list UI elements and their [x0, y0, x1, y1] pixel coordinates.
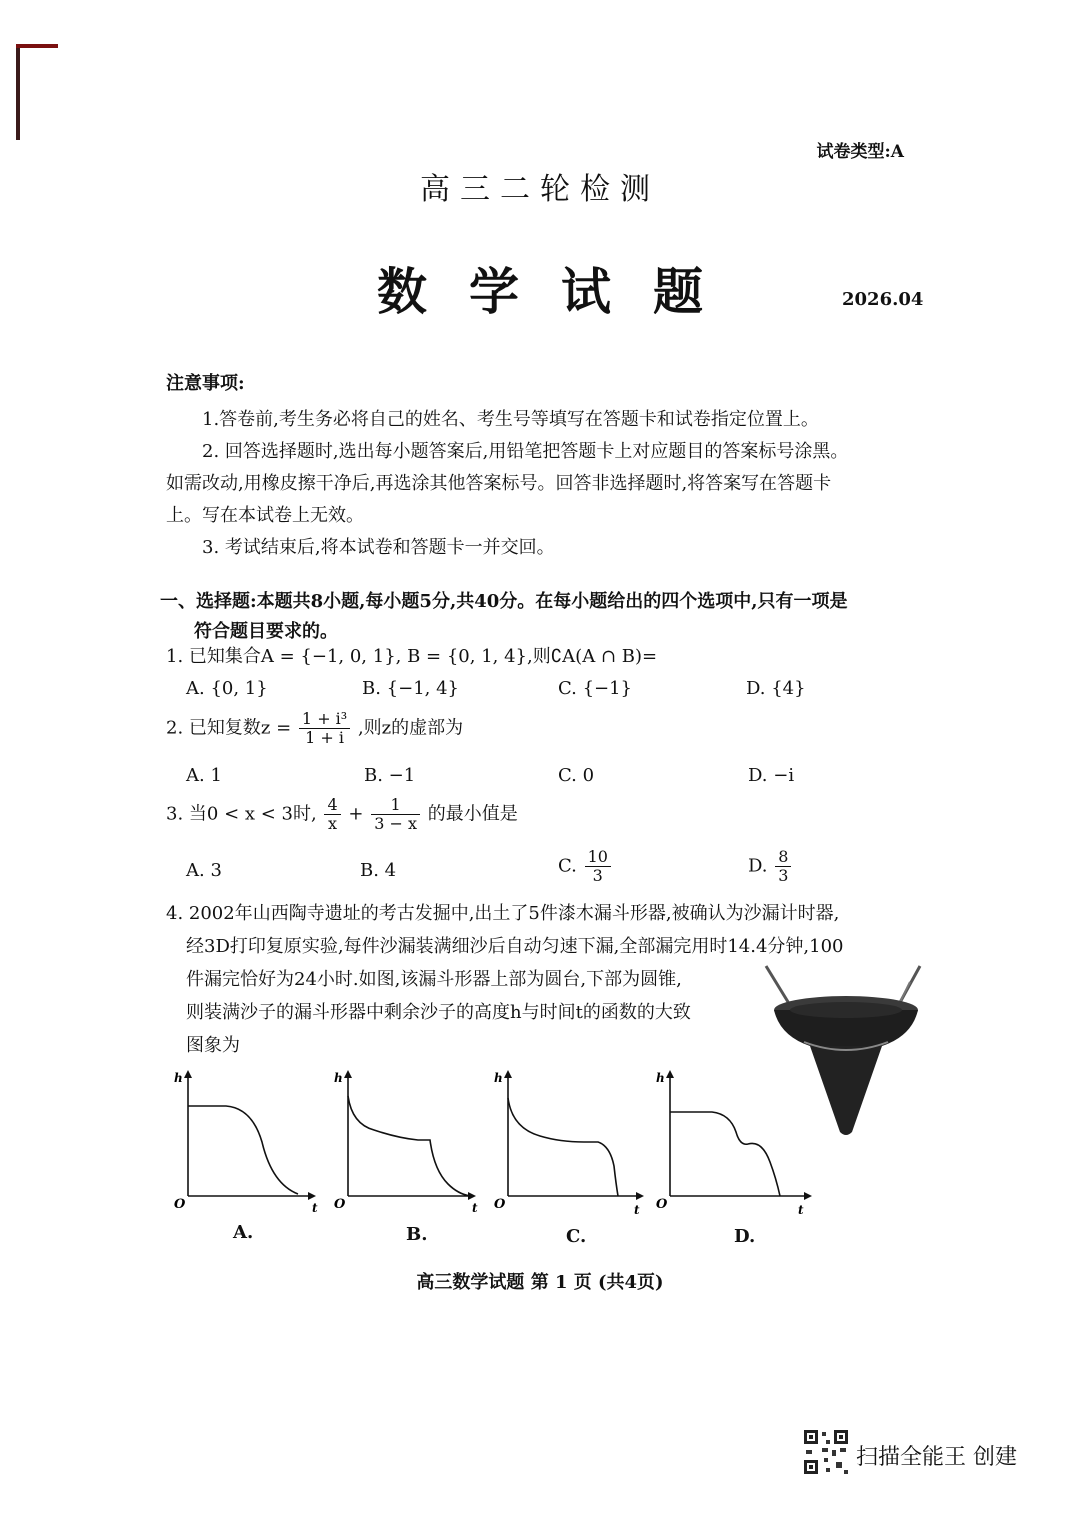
- question-3-stem: [166, 796, 518, 833]
- scanner-brand: 扫描全能王 创建: [856, 1445, 1017, 1470]
- curve: [508, 1098, 618, 1196]
- q2-option-c: C. 0: [558, 765, 595, 786]
- q3-suffix: 的最小值是: [427, 803, 518, 825]
- q2-suffix: ,则z的虚部为: [357, 717, 464, 739]
- q2-fraction: [299, 710, 350, 747]
- q2-option-d: D. −i: [748, 765, 795, 786]
- page-title: 数学试题: [377, 262, 745, 321]
- q4-line: 件漏完恰好为24小时.如图,该漏斗形器上部为圆台,下部为圆锥,: [186, 969, 682, 990]
- origin-label: O: [494, 1197, 506, 1212]
- axis-y-label: h: [656, 1071, 665, 1085]
- graph-d-label: D.: [734, 1226, 756, 1247]
- graph-a: [168, 1066, 320, 1220]
- q2-denominator: 1 + i: [305, 728, 344, 747]
- q3-f2-numerator: 1: [371, 796, 420, 815]
- axis-x-label: t: [472, 1201, 478, 1215]
- page-footer: 高三数学试题 第 1 页 (共4页): [416, 1272, 664, 1293]
- corner-mark-top: [16, 44, 58, 48]
- notice-item: 如需改动,用橡皮擦干净后,再选涂其他答案标号。回答非选择题时,将答案写在答题卡: [166, 473, 832, 494]
- q3-plus: +: [348, 803, 364, 825]
- q2-option-a: A. 1: [186, 765, 222, 786]
- notice-body: [166, 404, 910, 564]
- graph-d: [648, 1066, 818, 1220]
- q1-option-d: D. {4}: [746, 678, 806, 699]
- qr-code-icon: [802, 1428, 850, 1476]
- origin-label: O: [174, 1197, 186, 1212]
- q3-f1-numerator: 4: [324, 796, 340, 815]
- q1-option-b: B. {−1, 4}: [362, 678, 460, 699]
- q2-prefix: 2. 已知复数z =: [166, 717, 292, 739]
- section-heading: [160, 587, 920, 647]
- origin-label: O: [656, 1197, 668, 1212]
- exam-type: 试卷类型:A: [816, 142, 904, 162]
- curve: [670, 1112, 780, 1196]
- q3-c-denominator: 3: [592, 866, 603, 885]
- graph-c: [488, 1066, 648, 1220]
- corner-mark: [16, 44, 20, 140]
- curve: [348, 1096, 470, 1196]
- q3-d-denominator: 3: [778, 866, 789, 885]
- q3-option-d-label: D.: [748, 855, 768, 877]
- q2-option-b: B. −1: [364, 765, 416, 786]
- notice-heading: 注意事项:: [166, 373, 245, 394]
- notice-item: 2. 回答选择题时,选出每小题答案后,用铅笔把答题卡上对应题目的答案标号涂黑。: [202, 441, 849, 462]
- axis-y-label: h: [174, 1071, 183, 1085]
- q4-line: 4. 2002年山西陶寺遗址的考古发掘中,出土了5件漆木漏斗形器,被确认为沙漏计时器,: [166, 903, 840, 924]
- q4-line: 图象为: [186, 1035, 240, 1056]
- q3-option-a: A. 3: [186, 860, 222, 881]
- notice-item: 3. 考试结束后,将本试卷和答题卡一并交回。: [202, 537, 555, 558]
- q3-prefix: 3. 当0 < x < 3时,: [166, 803, 317, 825]
- graph-a-label: A.: [233, 1222, 254, 1243]
- exam-date: 2026.04: [842, 289, 924, 310]
- q1-option-a: A. {0, 1}: [186, 678, 268, 699]
- q3-option-c-label: C.: [558, 855, 577, 877]
- q3-d-numerator: 8: [775, 848, 791, 867]
- graph-c-label: C.: [566, 1226, 587, 1247]
- section-heading-line: 一、选择题:本题共8小题,每小题5分,共40分。在每小题给出的四个选项中,只有一项是: [160, 591, 848, 612]
- q3-f2-denominator: 3 − x: [374, 814, 417, 833]
- axis-x-label: t: [798, 1203, 804, 1217]
- axis-x-label: t: [634, 1203, 640, 1217]
- graph-b-label: B.: [406, 1224, 428, 1245]
- graph-b: [328, 1066, 480, 1220]
- axis-x-label: t: [312, 1201, 318, 1215]
- q2-numerator: 1 + i³: [299, 710, 350, 729]
- q3-option-d: [748, 848, 793, 885]
- q3-fraction-1: [324, 796, 340, 833]
- section-heading-line: 符合题目要求的。: [194, 621, 338, 642]
- axis-y-label: h: [494, 1071, 503, 1085]
- q4-line: 则装满沙子的漏斗形器中剩余沙子的高度h与时间t的函数的大致: [186, 1002, 691, 1023]
- q3-f1-denominator: x: [328, 814, 338, 833]
- q3-fraction-2: [371, 796, 420, 833]
- notice-item: 上。写在本试卷上无效。: [166, 505, 364, 526]
- question-2-stem: [166, 710, 463, 747]
- subtitle: 高三二轮检测: [420, 172, 660, 207]
- origin-label: O: [334, 1197, 346, 1212]
- curve: [188, 1106, 298, 1194]
- q3-option-c: [558, 848, 613, 885]
- q1-option-c: C. {−1}: [558, 678, 633, 699]
- q4-line: 经3D打印复原实验,每件沙漏装满细沙后自动匀速下漏,全部漏完用时14.4分钟,100: [186, 936, 844, 957]
- notice-item: 1.答卷前,考生务必将自己的姓名、考生号等填写在答题卡和试卷指定位置上。: [202, 409, 819, 430]
- q3-option-c-fraction: [585, 848, 611, 885]
- question-1-stem: 1. 已知集合A = {−1, 0, 1}, B = {0, 1, 4},则∁A(A ∩ B)=: [166, 646, 658, 667]
- q3-c-numerator: 10: [585, 848, 611, 867]
- axis-y-label: h: [334, 1071, 343, 1085]
- q3-option-d-fraction: [775, 848, 791, 885]
- q3-option-b: B. 4: [360, 860, 397, 881]
